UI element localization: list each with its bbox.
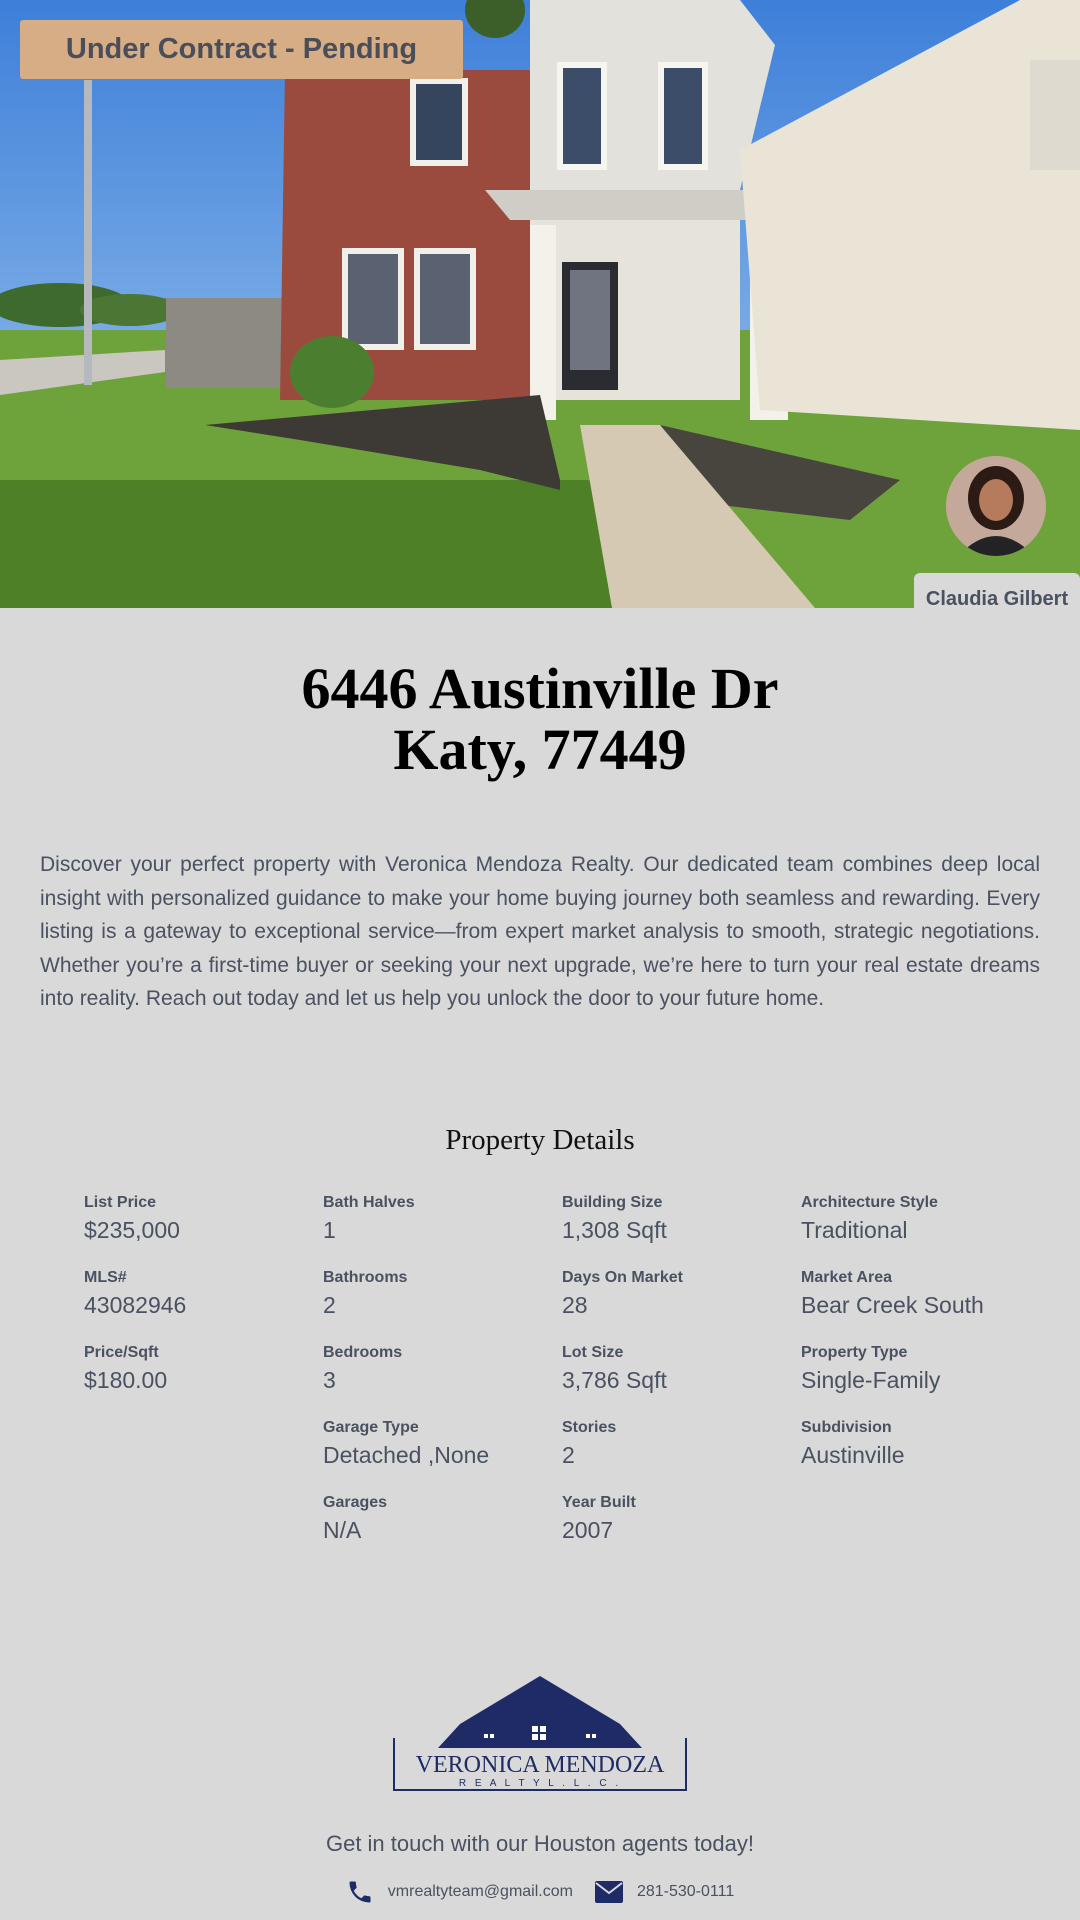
detail-label: Year Built (562, 1494, 636, 1511)
detail-value: Traditional (801, 1217, 908, 1243)
detail-mls (84, 1265, 314, 1340)
brand-logo (392, 1676, 688, 1800)
detail-label: Days On Market (562, 1269, 683, 1286)
detail-value: $180.00 (84, 1367, 168, 1393)
details-column-4 (801, 1190, 1031, 1490)
detail-label: Garage Type (323, 1419, 419, 1436)
property-details-grid (0, 1190, 1080, 1550)
intro-paragraph: Discover your perfect property with Veronica Mendoza Realty. Our dedicated team combines deep local insight with personalized guidance to make your home buying journey both seamless and rewarding. Every listing is a gateway to exceptional service—from expert market analysis to smooth, strategic negotiations. Whether you’re a first-time buyer or seeking your next upgrade, we’re here to turn your real estate dreams into reality. Reach out today and let us help you unlock the door to your future home. (40, 853, 1040, 1010)
detail-value: 43082946 (84, 1292, 187, 1318)
detail-property-type (801, 1340, 1031, 1415)
house-photo-illustration (0, 0, 1080, 608)
contact-phone-text[interactable]: 281-530-0111 (636, 1883, 735, 1900)
detail-value: Bear Creek South (801, 1292, 984, 1318)
detail-label: Lot Size (562, 1344, 624, 1361)
detail-value: 1 (323, 1217, 336, 1243)
detail-label: Bathrooms (323, 1269, 408, 1286)
contact-row (0, 1876, 1080, 1908)
detail-market-area (801, 1265, 1031, 1340)
detail-value: 3 (323, 1367, 336, 1393)
details-column-3 (562, 1190, 792, 1565)
detail-value: 2 (323, 1292, 336, 1318)
detail-label: Building Size (562, 1194, 663, 1211)
agent-name-label: Claudia Gilbert (925, 587, 1069, 610)
detail-bedrooms (323, 1340, 553, 1415)
detail-value: 2 (562, 1442, 575, 1468)
detail-value: 28 (562, 1292, 588, 1318)
detail-label: MLS# (84, 1269, 127, 1286)
detail-garages (323, 1490, 553, 1565)
detail-price-sqft (84, 1340, 314, 1415)
house-roof-logo-icon (392, 1676, 688, 1800)
detail-label: Bedrooms (323, 1344, 403, 1361)
address-city-zip: Katy, 77449 (393, 717, 687, 782)
detail-value: Austinville (801, 1442, 905, 1468)
agent-avatar (946, 456, 1046, 556)
detail-label: Architecture Style (801, 1194, 938, 1211)
detail-year-built (562, 1490, 792, 1565)
detail-bathrooms (323, 1265, 553, 1340)
detail-subdivision (801, 1415, 1031, 1490)
detail-building-size (562, 1190, 792, 1265)
listing-address (0, 658, 1080, 780)
phone-icon (346, 1878, 374, 1906)
detail-value: Detached ,None (323, 1442, 490, 1468)
listing-status-badge (20, 20, 463, 79)
detail-days-on-market (562, 1265, 792, 1340)
detail-stories (562, 1415, 792, 1490)
agent-name-tab[interactable] (914, 573, 1080, 625)
detail-garage-type (323, 1415, 553, 1490)
logo-sub-text: R E A L T Y L . L . C . (458, 1778, 622, 1789)
detail-architecture-style (801, 1190, 1031, 1265)
agent-portrait-illustration (946, 456, 1046, 556)
property-details-title: Property Details (445, 1124, 635, 1156)
detail-label: Property Type (801, 1344, 908, 1361)
detail-value: N/A (323, 1517, 362, 1543)
contact-email[interactable] (346, 1878, 573, 1906)
detail-value: Single-Family (801, 1367, 941, 1393)
detail-bath-halves (323, 1190, 553, 1265)
detail-label: Garages (323, 1494, 388, 1511)
detail-label: Market Area (801, 1269, 893, 1286)
contact-phone[interactable] (595, 1881, 734, 1903)
listing-photo (0, 0, 1080, 608)
contact-email-text[interactable]: vmrealtyteam@gmail.com (387, 1883, 573, 1900)
detail-value: 1,308 Sqft (562, 1217, 667, 1243)
detail-label: Bath Halves (323, 1194, 415, 1211)
contact-cta: Get in touch with our Houston agents today! (325, 1831, 755, 1856)
details-column-1 (84, 1190, 314, 1415)
detail-list-price (84, 1190, 314, 1265)
listing-status-text: Under Contract - Pending (65, 33, 418, 65)
address-street: 6446 Austinville Dr (301, 656, 779, 721)
detail-value: 3,786 Sqft (562, 1367, 667, 1393)
detail-lot-size (562, 1340, 792, 1415)
logo-name-text: VERONICA MENDOZA (415, 1752, 665, 1778)
envelope-icon (595, 1881, 623, 1903)
details-column-2 (323, 1190, 553, 1565)
detail-label: List Price (84, 1194, 157, 1211)
detail-value: 2007 (562, 1517, 614, 1543)
detail-value: $235,000 (84, 1217, 180, 1243)
detail-label: Price/Sqft (84, 1344, 159, 1361)
detail-label: Subdivision (801, 1419, 892, 1436)
detail-label: Stories (562, 1419, 617, 1436)
